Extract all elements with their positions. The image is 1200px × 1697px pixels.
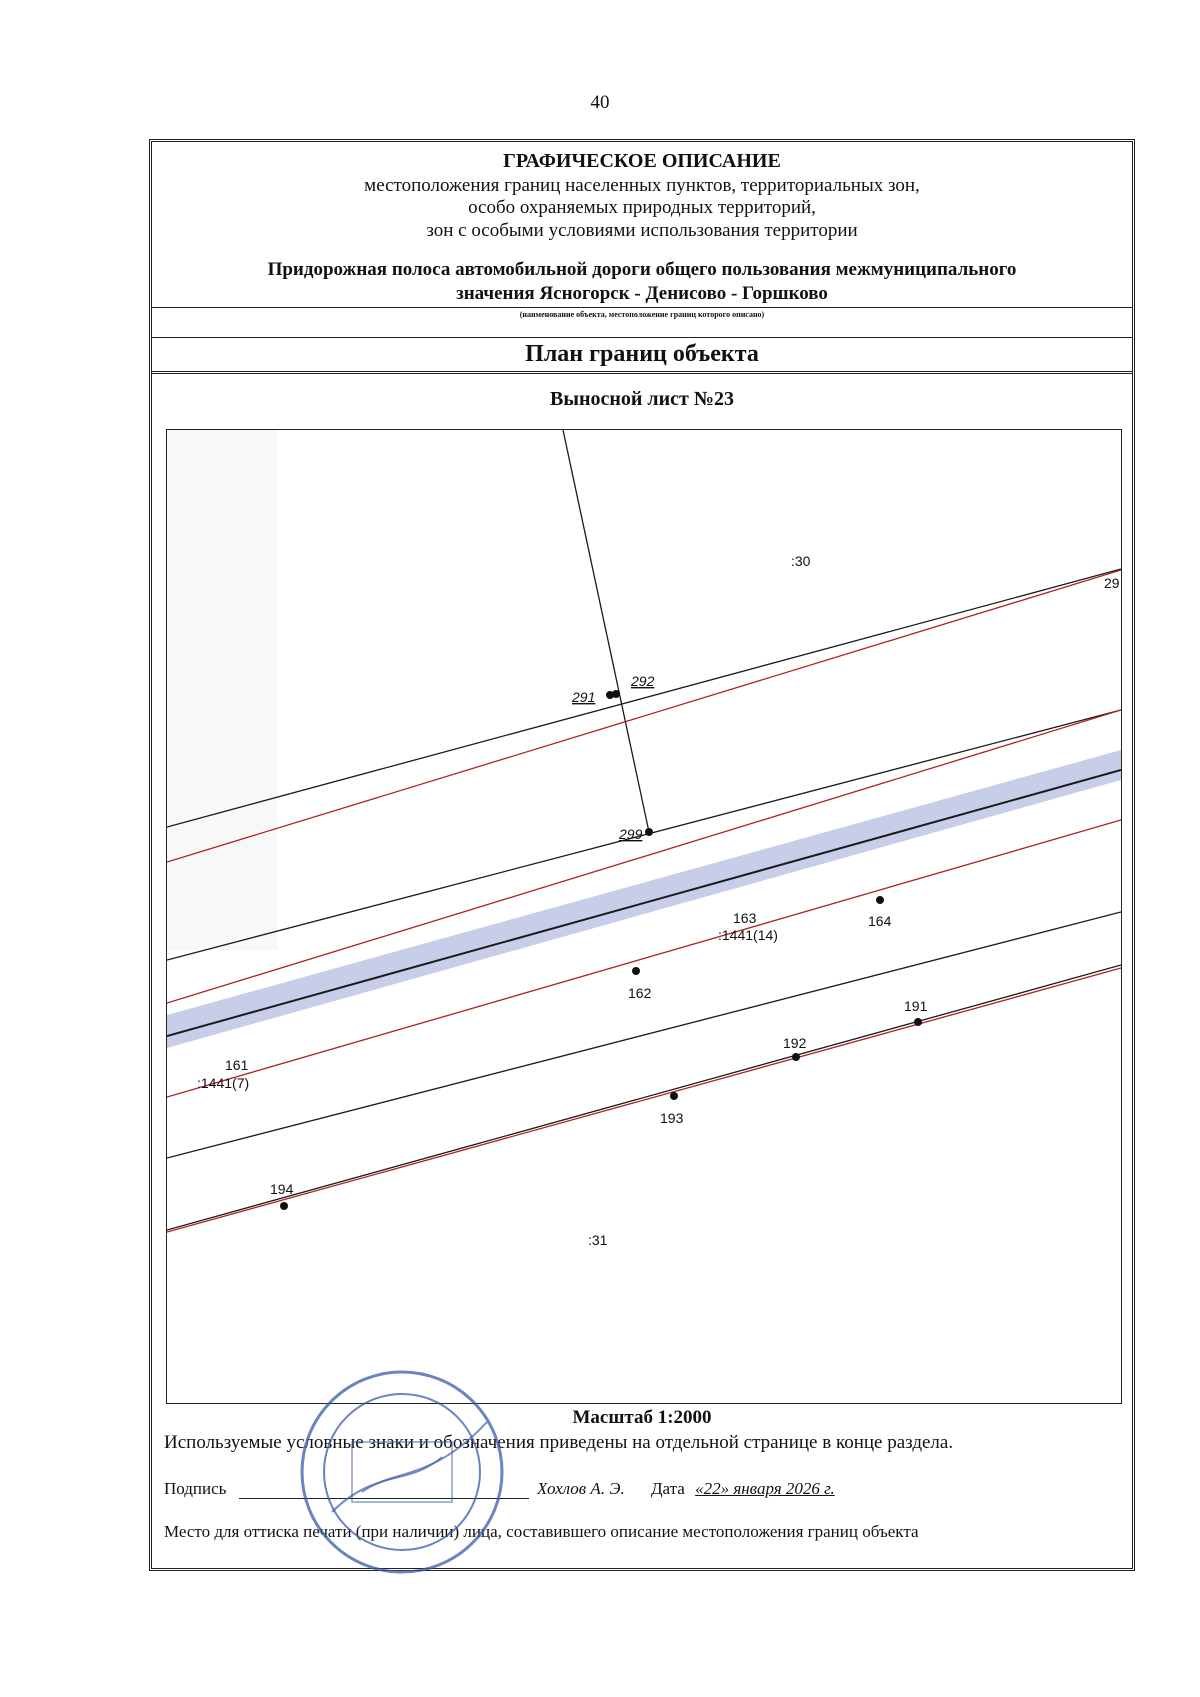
signature-label: Подпись [164,1479,227,1498]
parcel-label-1441-14: :1441(14) [718,927,778,943]
scale-label: Масштаб 1:2000 [572,1407,712,1428]
boundary-line [167,912,1121,1158]
boundary-plan-map [166,429,1122,1404]
object-name-line-2: значения Ясногорск - Денисово - Горшково [456,283,828,304]
date-label: Дата [650,1479,685,1498]
boundary-line [563,430,649,832]
point-label-291: 291 [572,689,596,705]
divider [152,337,1132,338]
subtitle-line-1: местоположения границ населенных пунктов, территориальных зон, [364,175,920,196]
document-title: ГРАФИЧЕСКОЕ ОПИСАНИЕ [503,150,781,172]
object-name-line-1: Придорожная полоса автомобильной дороги общего пользования межмуниципального [267,259,1017,280]
subtitle-line-2: особо охраняемых природных территорий, [468,197,816,218]
point-label-194: 194 [270,1181,294,1197]
date-value: «22» января 2026 г. [695,1479,835,1498]
point-label-292: 292 [631,673,655,689]
signature-line [239,1481,529,1499]
point-marker-299 [645,828,653,836]
signer-name: Хохлов А. Э. [536,1479,625,1498]
point-marker-292 [612,690,620,698]
point-marker-164 [876,896,884,904]
point-marker-191 [914,1018,922,1026]
boundary-line [167,710,1121,960]
plan-title: План границ объекта [525,341,759,367]
page-number: 40 [590,92,610,113]
point-label-162: 162 [628,985,652,1001]
subtitle-line-3: зон с особыми условиями использования территории [426,220,858,241]
boundary-line [167,569,1121,827]
road-band [167,750,1121,1048]
divider [152,307,1132,308]
parcel-label-1441-7: :1441(7) [197,1075,250,1091]
parcel-label-30: :30 [791,553,811,569]
point-marker-192 [792,1053,800,1061]
sheet-title: Выносной лист №23 [550,388,734,410]
point-label-299: 299 [619,826,643,842]
object-name-hint: (наименование объекта, местоположение границ которого описано) [519,310,765,319]
signature-row [164,1479,835,1499]
background-faded-area [167,430,277,950]
map-drawing [167,430,1121,1403]
point-marker-194 [280,1202,288,1210]
object-name [152,258,1132,306]
divider [152,371,1132,374]
document-frame [149,139,1135,1571]
stamp-place-note: Место для оттиска печати (при наличии) лица, составившего описание местоположения границ объекта [164,1522,919,1541]
point-marker-162 [632,967,640,975]
point-label-191: 191 [904,998,928,1014]
header-section [152,142,1132,374]
legend-note: Используемые условные знаки и обозначения приведены на отдельной странице в конце раздела. [164,1432,954,1453]
point-marker-193 [670,1092,678,1100]
point-label-193: 193 [660,1110,684,1126]
point-label-192: 192 [783,1035,807,1051]
parcel-label-31: :31 [588,1232,608,1248]
point-label-164: 164 [868,913,892,929]
point-label-29: 29 [1104,575,1120,591]
point-label-161: 161 [225,1057,249,1073]
point-label-163: 163 [733,910,757,926]
